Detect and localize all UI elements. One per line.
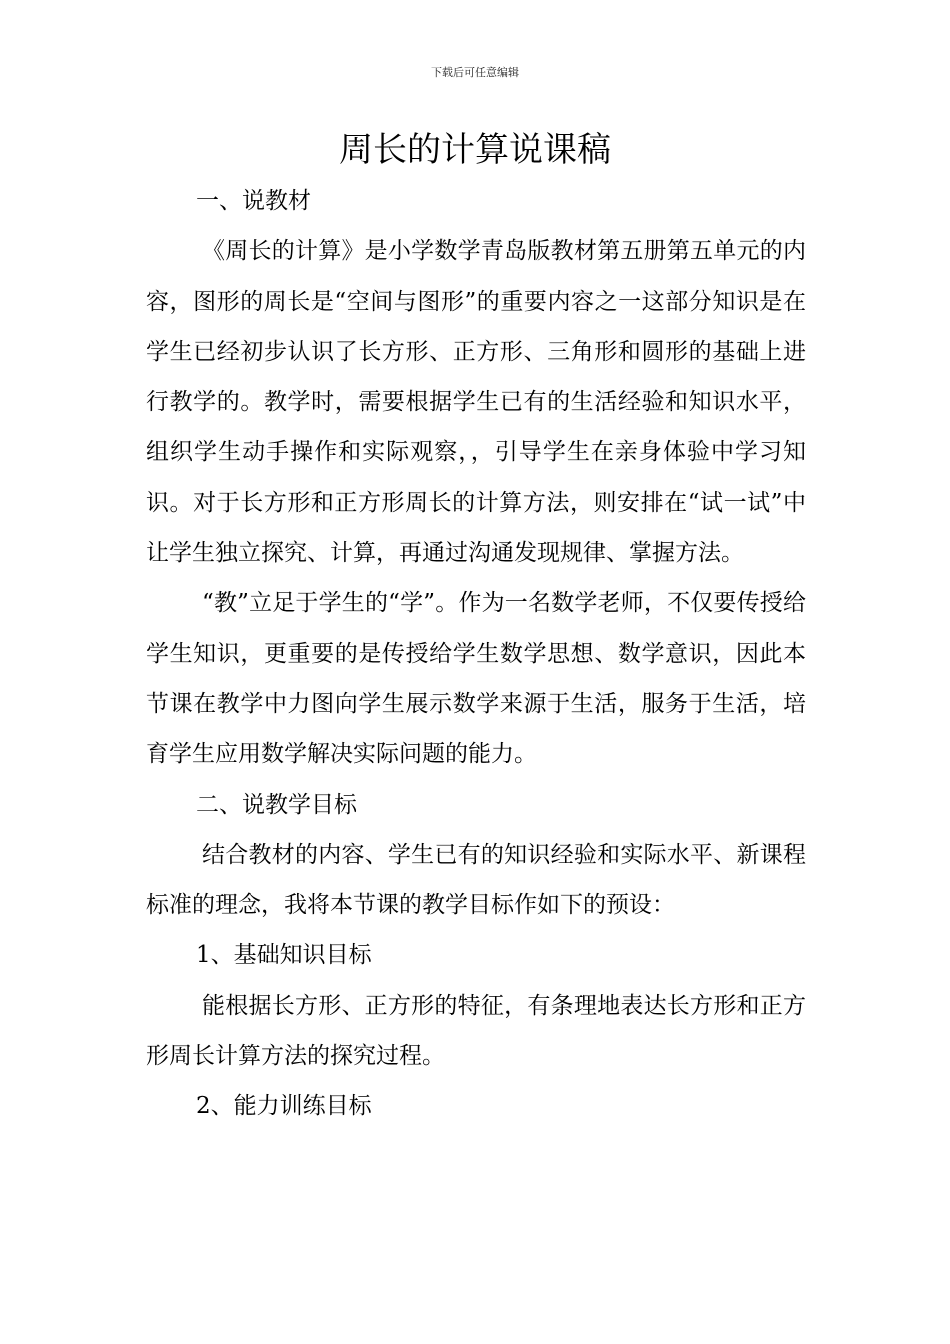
paragraph-basic-knowledge-1: 能根据长方形、正方形的特征，有条理地表达长方形和正方形周长计算方法的探究过程。 [146, 992, 806, 1070]
section-heading-basic-knowledge: 1、基础知识目标 [196, 942, 372, 969]
paragraph-textbook-1: 《周长的计算》是小学数学青岛版教材第五册第五单元的内容，图形的周长是“空间与图形”的重要内容之一这部分知识是在学生已经初步认识了长方形、正方形、三角形和圆形的基础上进行教学的。教学时，需要根据学生已有的生活经验和知识水平，组织学生动手操作和实际观察，，引导学生在亲身体验中学习知识。对于长方形和正方形周长的计算方法，则安排在“试一试”中让学生独立探究、计算，再通过沟通发现规律、掌握方法。 [146, 238, 806, 567]
paragraph-objectives-1: 结合教材的内容、学生已有的知识经验和实际水平、新课程标准的理念，我将本节课的教学目标作如下的预设： [146, 841, 806, 919]
document-body [146, 176, 806, 1132]
section-heading-textbook: 一、说教材 [196, 188, 311, 214]
section-heading-ability-training: 2、能力训练目标 [196, 1093, 372, 1120]
paragraph-textbook-2: “教”立足于学生的“学”。作为一名数学老师，不仅要传授给学生知识，更重要的是传授给学生数学思想、数学意识，因此本节课在教学中力图向学生展示数学来源于生活，服务于生活，培育学生应用数学解决实际问题的能力。 [146, 590, 806, 768]
section-heading-objectives: 二、说教学目标 [196, 791, 357, 818]
document-title: 周长的计算说课稿 [339, 130, 611, 170]
header-note: 下载后可任意编辑 [431, 66, 519, 79]
